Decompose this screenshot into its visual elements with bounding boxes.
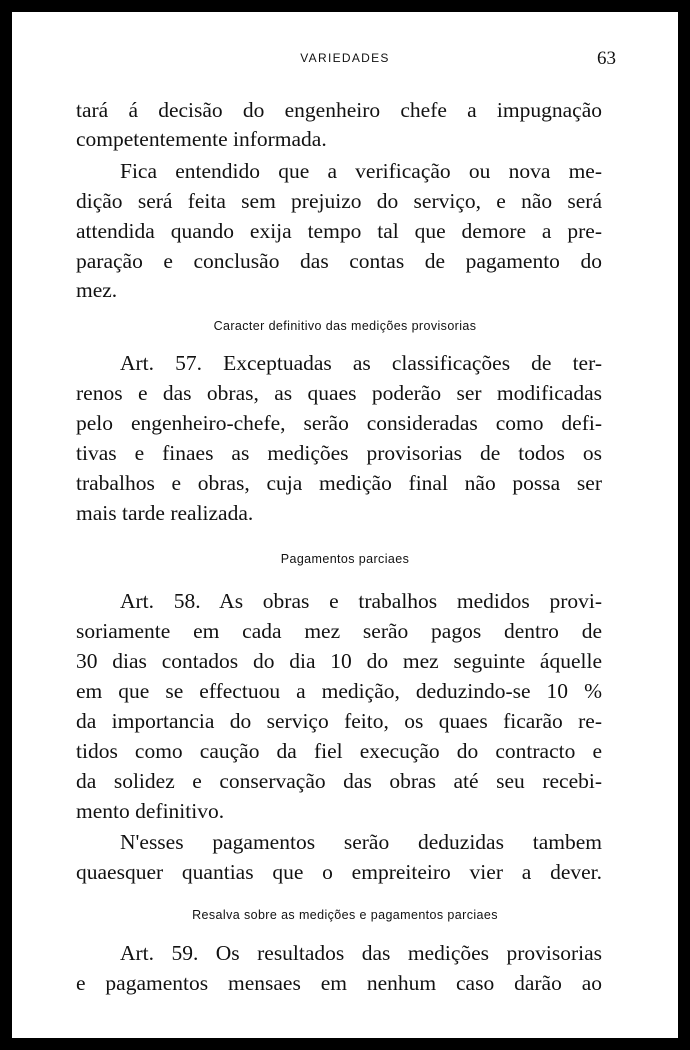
text-line: Art. 57. Exceptuadas as classificações de ter- (120, 351, 602, 375)
text-line: da solidez e conservação das obras até seu recebi- (76, 769, 602, 793)
text-line: attendida quando exija tempo tal que demore a pre- (76, 219, 602, 243)
text-line: mento definitivo. (76, 799, 225, 823)
text-line: renos e das obras, as quaes poderão ser modificadas (76, 381, 602, 405)
text-line: competentemente informada. (76, 127, 327, 151)
text-line: Art. 58. As obras e trabalhos medidos provi- (120, 589, 602, 613)
text-line: N'esses pagamentos serão deduzidas tambem (120, 830, 602, 854)
text-line: em que se effectuou a medição, deduzindo-se 10 % (76, 679, 602, 703)
page-number: 63 (597, 48, 616, 69)
text-line: 30 dias contados do dia 10 do mez seguinte áquelle (76, 649, 602, 673)
text-line: tará á decisão do engenheiro chefe a impugnação (76, 98, 602, 122)
text-line: tivas e finaes as medições provisorias de todos os (76, 441, 602, 465)
text-line: e pagamentos mensaes em nenhum caso darão ao (76, 971, 602, 995)
text-line: trabalhos e obras, cuja medição final não possa ser (76, 471, 602, 495)
text-line: dição será feita sem prejuizo do serviço, e não será (76, 189, 602, 213)
section-heading: Caracter definitivo das medições provisorias (213, 319, 477, 333)
running-title: VARIEDADES (300, 51, 390, 65)
section-heading: Resalva sobre as medições e pagamentos parciaes (192, 908, 498, 922)
text-line: Art. 59. Os resultados das medições provisorias (120, 941, 602, 965)
text-line: tidos como caução da fiel execução do contracto e (76, 739, 602, 763)
book-page (12, 12, 678, 1038)
text-line: Fica entendido que a verificação ou nova me- (120, 159, 602, 183)
text-line: mez. (76, 278, 118, 302)
text-line: paração e conclusão das contas de pagamento do (76, 249, 602, 273)
section-heading: Pagamentos parciaes (280, 552, 410, 566)
text-line: da importancia do serviço feito, os quaes ficarão re- (76, 709, 602, 733)
text-line: mais tarde realizada. (76, 501, 254, 525)
text-line: pelo engenheiro-chefe, serão consideradas como defi- (76, 411, 602, 435)
text-line: quaesquer quantias que o empreiteiro vier a dever. (76, 860, 602, 884)
text-line: soriamente em cada mez serão pagos dentro de (76, 619, 602, 643)
